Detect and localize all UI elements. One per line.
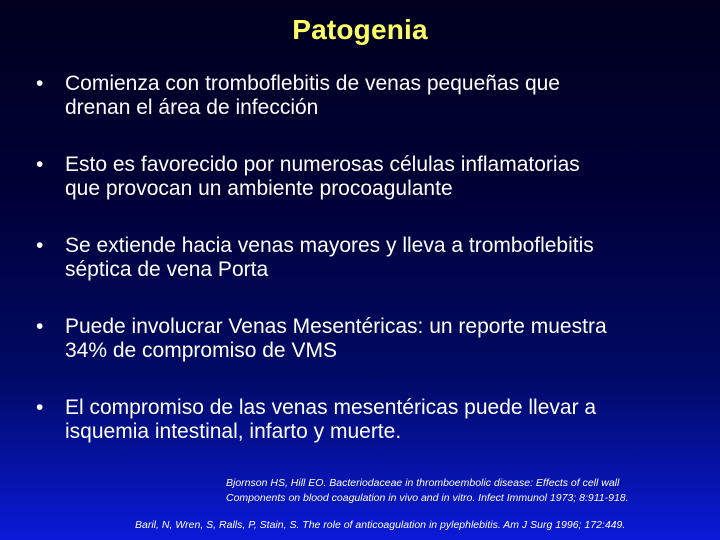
bullet-marker: • <box>36 72 44 95</box>
reference-line: Baril, N, Wren, S, Ralls, P, Stain, S. The role of anticoagulation in pylephlebitis. Am J Surg 1996; 172:449. <box>135 519 626 531</box>
slide-title: Patogenia <box>292 14 428 45</box>
bullet-text-line: Comienza con tromboflebitis de venas pequeñas que <box>65 72 560 95</box>
bullet-item <box>0 72 720 120</box>
reference-citation <box>226 476 629 506</box>
bullet-marker: • <box>36 315 44 338</box>
bullet-list <box>0 72 720 477</box>
bullet-item <box>0 234 720 282</box>
bullet-item <box>0 153 720 201</box>
bullet-item <box>0 315 720 363</box>
bullet-text-line: 34% de compromiso de VMS <box>65 339 337 362</box>
bullet-text-line: Esto es favorecido por numerosas células inflamatorias <box>65 153 580 176</box>
reference-line: Bjornson HS, Hill EO. Bacteriodaceae in thromboembolic disease: Effects of cell wall <box>226 477 620 489</box>
bullet-text-line: Puede involucrar Venas Mesentéricas: un reporte muestra <box>65 315 607 338</box>
reference-citation <box>135 518 625 532</box>
bullet-item <box>0 396 720 444</box>
bullet-marker: • <box>36 153 44 176</box>
bullet-text-line: isquemia intestinal, infarto y muerte. <box>65 420 402 443</box>
bullet-text-line: El compromiso de las venas mesentéricas puede llevar a <box>65 396 597 419</box>
bullet-text-line: séptica de vena Porta <box>65 258 269 281</box>
bullet-text-line: drenan el área de infección <box>65 96 319 119</box>
reference-line: Components on blood coagulation in vivo and in vitro. Infect Immunol 1973; 8:911-918. <box>226 492 629 504</box>
bullet-marker: • <box>36 234 44 257</box>
bullet-marker: • <box>36 396 44 419</box>
bullet-text-line: Se extiende hacia venas mayores y lleva a tromboflebitis <box>65 234 594 257</box>
bullet-text-line: que provocan un ambiente procoagulante <box>65 177 453 200</box>
